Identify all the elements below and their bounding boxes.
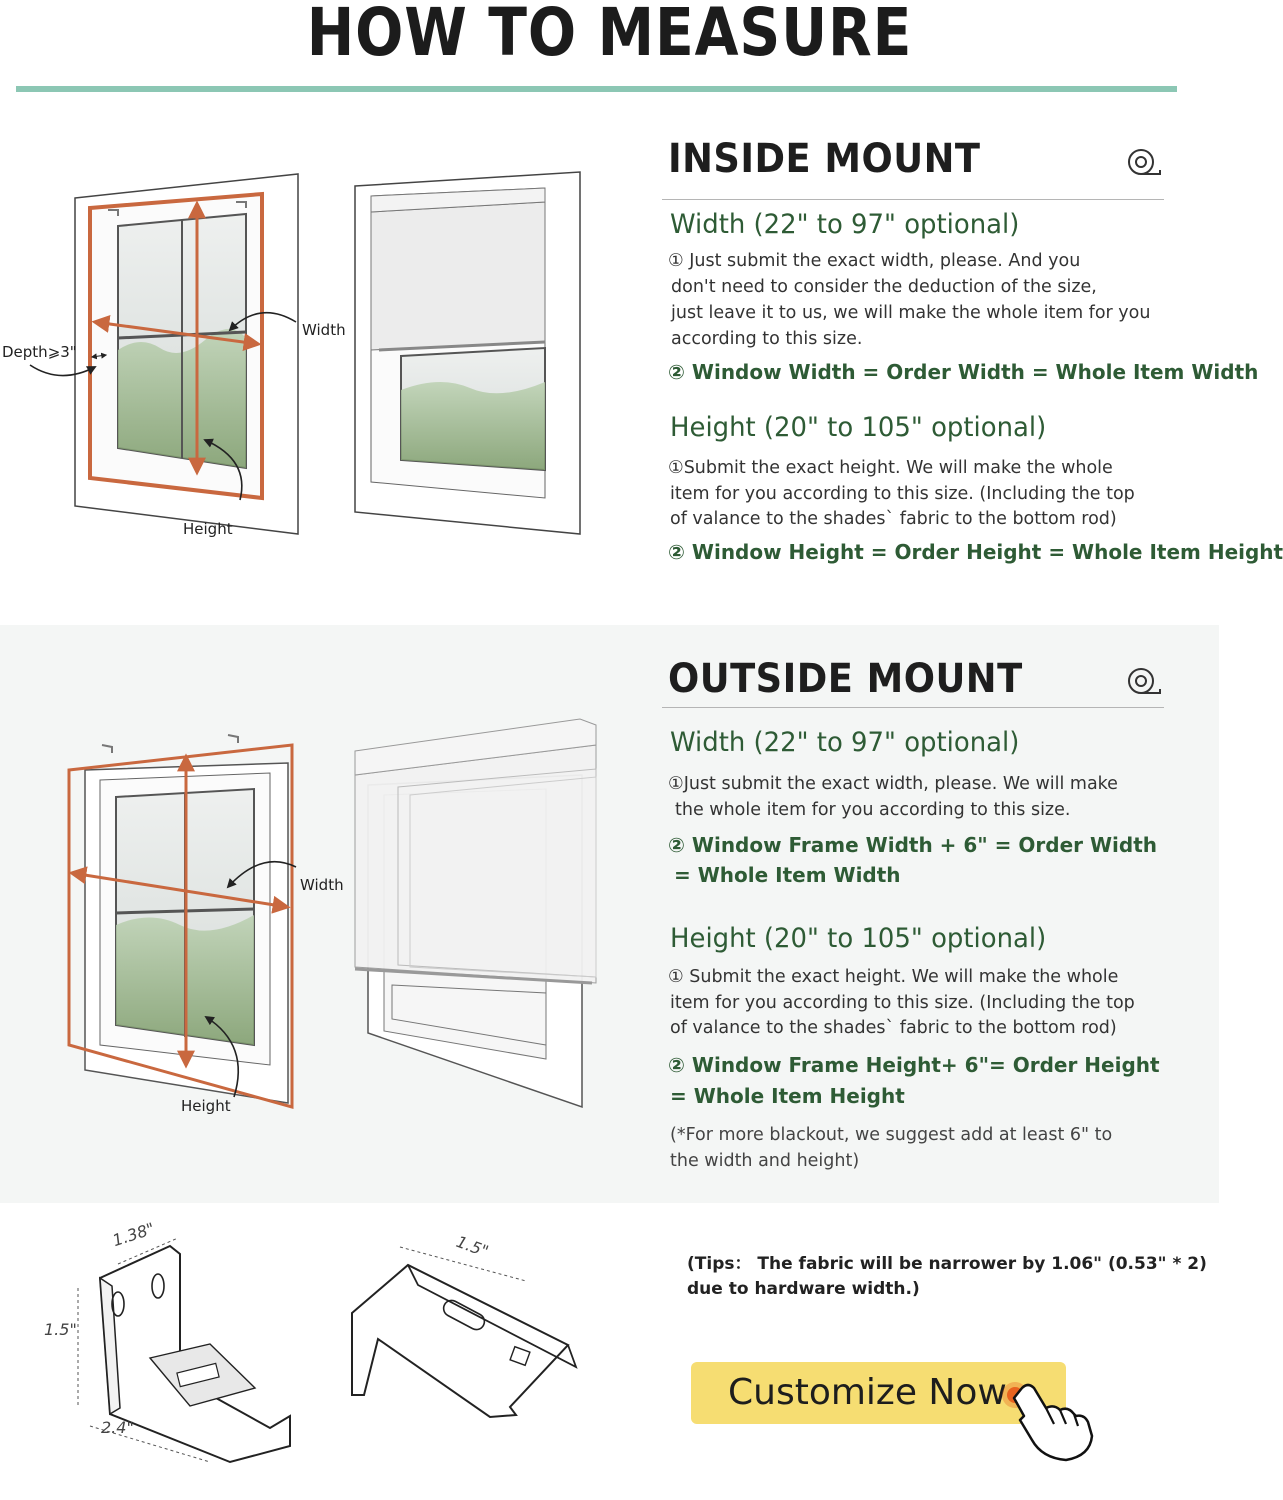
outside-height-text: item for you according to this size. (Including the top	[670, 993, 1135, 1013]
bracket-diagram-1	[40, 1218, 330, 1458]
bracket-depth-dim: 1.38"	[110, 1218, 157, 1251]
outside-height-text: of valance to the shades` fabric to the bottom rod)	[670, 1018, 1117, 1038]
inside-divider	[662, 199, 1164, 200]
outside-width-formula: ② Window Frame Width + 6" = Order Width	[668, 833, 1157, 857]
hand-pointer-icon	[994, 1376, 1102, 1468]
bracket-width-dim: 2.4"	[101, 1418, 134, 1437]
outside-width-text: ①Just submit the exact width, please. We will make	[668, 774, 1118, 794]
bracket2-width-dim: 1.5"	[453, 1231, 492, 1262]
outside-height-label: Height	[181, 1097, 231, 1115]
depth-label: Depth⩾3"	[2, 343, 77, 361]
hardware-tip: (Tips： The fabric will be narrower by 1.06" (0.53" * 2)	[687, 1254, 1207, 1274]
outside-height-formula: = Whole Item Height	[670, 1084, 905, 1108]
inside-height-heading: Height (20" to 105" optional)	[670, 412, 1047, 443]
inside-mount-illustration	[0, 160, 600, 560]
bracket-height-dim: 1.5"	[44, 1320, 77, 1339]
outside-mount-title: OUTSIDE MOUNT	[668, 656, 1023, 702]
blackout-note: (*For more blackout, we suggest add at least 6" to	[670, 1125, 1113, 1145]
inside-height-label: Height	[183, 520, 233, 538]
page-title: HOW TO MEASURE	[306, 0, 913, 71]
inside-width-text: according to this size.	[671, 329, 863, 349]
blackout-note: the width and height)	[670, 1151, 860, 1171]
outside-divider	[662, 707, 1164, 708]
inside-width-text: just leave it to us, we will make the whole item for you	[671, 303, 1151, 323]
tape-measure-icon	[1126, 147, 1162, 177]
outside-width-text: the whole item for you according to this size.	[675, 800, 1071, 820]
outside-width-heading: Width (22" to 97" optional)	[670, 727, 1020, 758]
inside-width-heading: Width (22" to 97" optional)	[670, 209, 1020, 240]
outside-height-formula: ② Window Frame Height+ 6"= Order Height	[668, 1053, 1160, 1077]
inside-mount-title: INSIDE MOUNT	[668, 136, 981, 182]
outside-height-heading: Height (20" to 105" optional)	[670, 923, 1047, 954]
outside-height-text: ① Submit the exact height. We will make the whole	[668, 967, 1119, 987]
inside-width-text: don't need to consider the deduction of the size,	[671, 277, 1097, 297]
inside-height-text: item for you according to this size. (Including the top	[670, 484, 1135, 504]
inside-width-formula: ② Window Width = Order Width = Whole Item Width	[668, 360, 1259, 384]
tape-measure-icon	[1126, 666, 1162, 696]
outside-width-label: Width	[300, 876, 344, 894]
inside-height-text: of valance to the shades` fabric to the bottom rod)	[670, 509, 1117, 529]
customize-now-label: Customize Now	[728, 1372, 1007, 1413]
title-divider	[16, 86, 1177, 92]
inside-height-formula: ② Window Height = Order Height = Whole Item Height	[668, 540, 1283, 564]
inside-width-text: ① Just submit the exact width, please. And you	[668, 251, 1081, 271]
outside-mount-illustration	[0, 715, 600, 1115]
inside-width-label: Width	[302, 321, 346, 339]
hardware-tip: due to hardware width.)	[687, 1279, 920, 1299]
inside-height-text: ①Submit the exact height. We will make the whole	[668, 458, 1113, 478]
outside-width-formula: = Whole Item Width	[674, 863, 901, 887]
